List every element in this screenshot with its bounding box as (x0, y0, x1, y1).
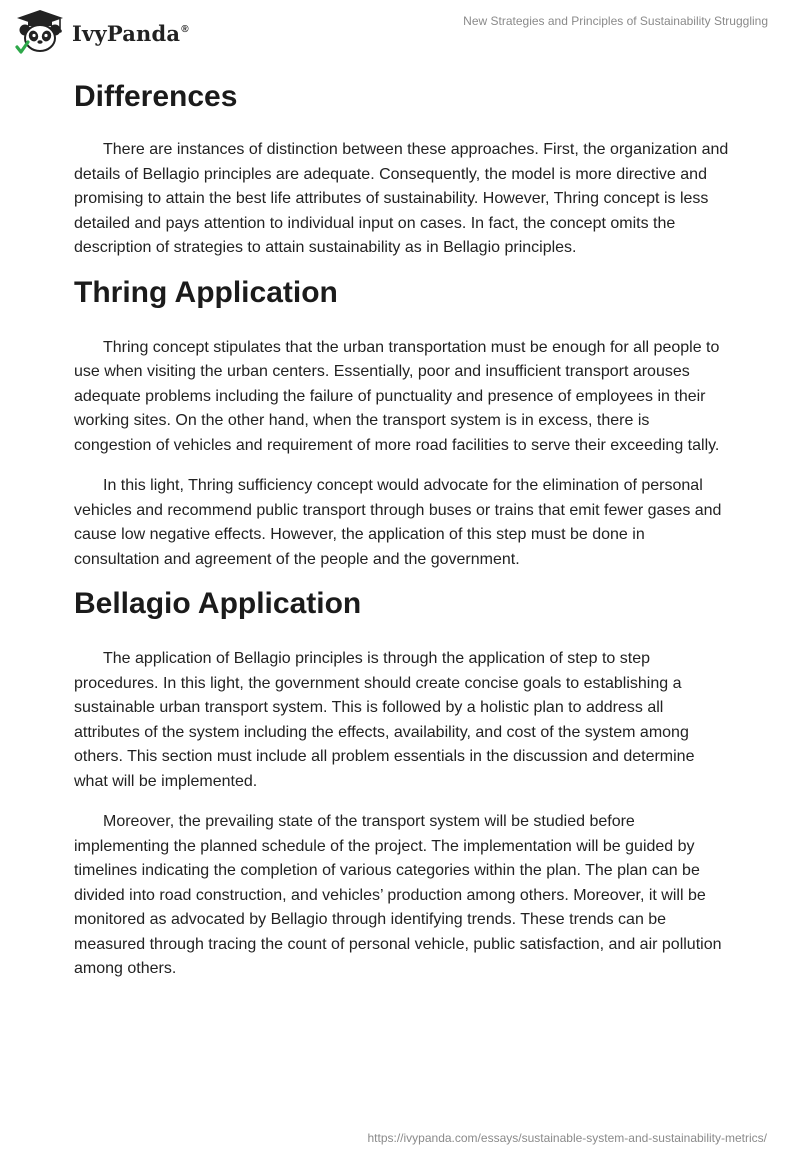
paragraph: The application of Bellagio principles is through the application of step to step procedures. In this light, the government should create concise goals to establishing a sustainable urban transport system. This is followed by a holistic plan to address all attributes of the system including the effects, availability, and cost of the system among others. This section must include all problem essentials in the discussion and determine what will be implemented. (74, 650, 695, 790)
registered-mark: ® (181, 23, 189, 35)
paragraph: There are instances of distinction between these approaches. First, the organization and details of Bellagio principles are adequate. Consequently, the model is more directive and promising to attain the best life attributes of sustainability. However, Thring concept is less detailed and pays attention to individual input on cases. In fact, the concept omits the description of strategies to attain sustainability as in Bellagio principles. (74, 141, 729, 256)
paragraph: In this light, Thring sufficiency concept would advocate for the elimination of personal vehicles and recommend public transport through buses or trains that emit fewer gases and cause low negative effects. However, the application of this step must be done in consultation and agreement of the people and the government. (74, 477, 722, 568)
paragraph: Moreover, the prevailing state of the transport system will be studied before implementing the planned schedule of the project. The implementation will be guided by timelines indicating the completion of various categories within the plan. The plan can be divided into road construction, and vehicles’ production among others. Moreover, it will be monitored as advocated by Bellagio through identifying trends. These trends can be measured through tracing the count of personal vehicle, public satisfaction, and air pollution among others. (74, 813, 722, 977)
section-heading: Differences (74, 80, 238, 113)
paragraph: Thring concept stipulates that the urban transportation must be enough for all people to use when visiting the urban centers. Essentially, poor and insufficient transport arouses adequate problems including the failure of punctuality and presence of employees in their working sites. On the other hand, when the transport system is in excess, there is congestion of vehicles and requirement of more road facilities to serve their exceeding tally. (74, 338, 720, 454)
source-url-link[interactable]: https://ivypanda.com/essays/sustainable-system-and-sustainability-metrics/ (367, 1131, 767, 1145)
section-heading: Thring Application (74, 275, 338, 309)
document-title: New Strategies and Principles of Sustainability Struggling (463, 14, 768, 28)
section-differences (74, 74, 730, 261)
section-heading: Bellagio Application (74, 587, 362, 620)
panda-graduate-icon (14, 9, 66, 55)
brand-name: IvyPanda® (72, 20, 189, 46)
section-bellagio-application (74, 581, 730, 982)
article-body (74, 68, 730, 982)
page-header (0, 0, 800, 60)
section-thring-application (74, 270, 730, 573)
ivypanda-logo[interactable] (14, 8, 189, 56)
